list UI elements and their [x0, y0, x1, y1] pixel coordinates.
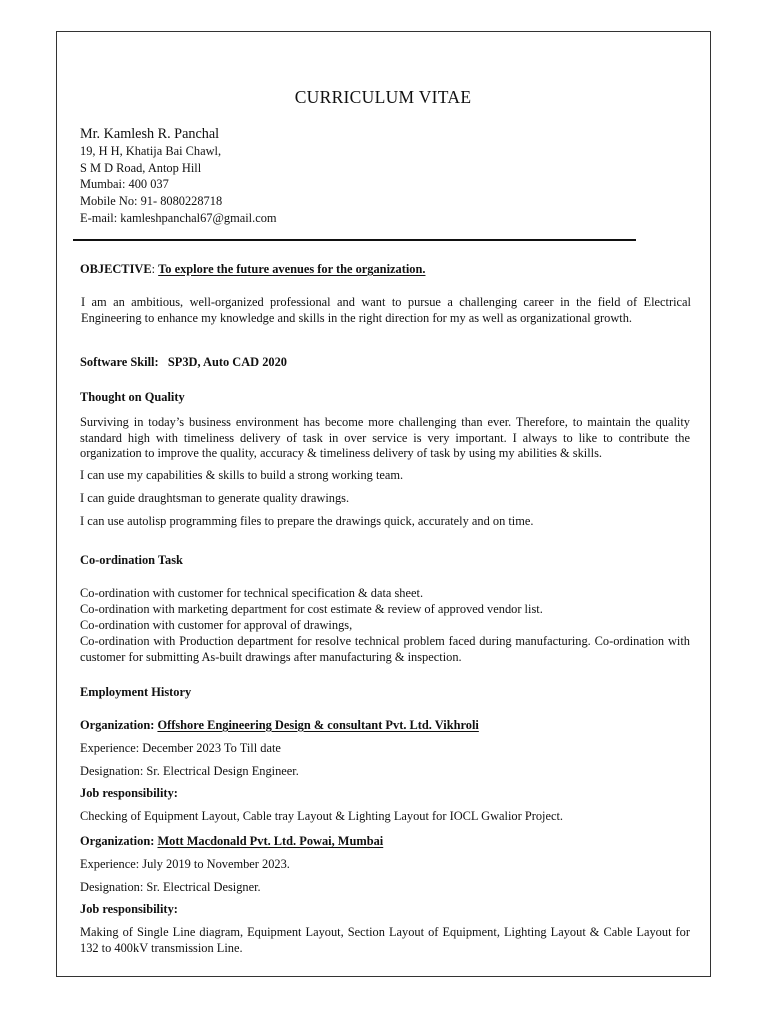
coordination-heading: Co-ordination Task [80, 553, 183, 567]
document-title: CURRICULUM VITAE [294, 87, 472, 107]
candidate-name: Mr. Kamlesh R. Panchal [80, 126, 220, 142]
address-line-2: S M D Road, Antop Hill [80, 161, 202, 175]
quality-line-1: I can use my capabilities & skills to build a strong working team. [80, 468, 404, 482]
objective-line [80, 262, 425, 278]
objective-body: I am an ambitious, well-organized professional and want to pursue a challenging career in the field of Electrical Engineering to enhance my knowledge and skills in the right direction for my as well as organizational growth. [81, 295, 691, 325]
address-city: Mumbai: 400 037 [80, 177, 169, 191]
job-2-org-label: Organization: [80, 834, 155, 848]
coordination-line-4: Co-ordination with Production department for resolve technical problem faced during manufacturing. Co-ordination with customer for submitting As-built drawings after manufacturing & inspection. [80, 634, 690, 664]
job-1-organization [80, 718, 479, 734]
software-skill-value: SP3D, Auto CAD 2020 [167, 355, 287, 369]
quality-line-3: I can use autolisp programming files to prepare the drawings quick, accurately and on time. [80, 514, 534, 528]
resume-page [56, 31, 711, 977]
job-1-org-name: Offshore Engineering Design & consultant Pvt. Ltd. Vikhroli [157, 718, 479, 732]
job-2-responsibility: Making of Single Line diagram, Equipment Layout, Section Layout of Equipment, Lighting Layout & Cable Layout for 132 to 400kV transmission Line. [80, 925, 690, 955]
objective-label: OBJECTIVE [80, 262, 152, 276]
job-2-organization [80, 834, 383, 850]
mobile-number: Mobile No: 91- 8080228718 [80, 194, 223, 208]
quality-paragraph: Surviving in today’s business environment has become more challenging than ever. Therefore, to maintain the quality standard high with timeliness delivery of task in over service is very important. I always to like to contribute the organization to improve the quality, accuracy & timeliness delivery of task by using my abilities & skills. [80, 415, 690, 460]
objective-separator: : [151, 262, 159, 276]
job-2-experience: Experience: July 2019 to November 2023. [80, 857, 290, 871]
objective-text: To explore the future avenues for the organization. [158, 262, 426, 276]
job-1-responsibility-label: Job responsibility: [80, 786, 178, 800]
software-skill-line [80, 355, 287, 371]
job-1-responsibility: Checking of Equipment Layout, Cable tray Layout & Lighting Layout for IOCL Gwalior Project. [80, 809, 564, 823]
job-2-designation: Designation: Sr. Electrical Designer. [80, 880, 261, 894]
address-line-1: 19, H H, Khatija Bai Chawl, [80, 144, 222, 158]
coordination-line-1: Co-ordination with customer for technical specification & data sheet. [80, 586, 424, 600]
header-divider [73, 239, 636, 241]
job-2-org-name: Mott Macdonald Pvt. Ltd. Powai, Mumbai [157, 834, 384, 848]
quality-line-2: I can guide draughtsman to generate quality drawings. [80, 491, 350, 505]
job-2-responsibility-label: Job responsibility: [80, 902, 178, 916]
email-address: E-mail: kamleshpanchal67@gmail.com [80, 211, 277, 225]
coordination-line-3: Co-ordination with customer for approval of drawings, [80, 618, 353, 632]
employment-heading: Employment History [80, 685, 192, 699]
quality-heading: Thought on Quality [80, 390, 185, 404]
job-1-experience: Experience: December 2023 To Till date [80, 741, 281, 755]
job-1-org-label: Organization: [80, 718, 155, 732]
coordination-line-2: Co-ordination with marketing department for cost estimate & review of approved vendor list. [80, 602, 543, 616]
software-skill-label: Software Skill: [80, 355, 159, 369]
job-1-designation: Designation: Sr. Electrical Design Engineer. [80, 764, 299, 778]
